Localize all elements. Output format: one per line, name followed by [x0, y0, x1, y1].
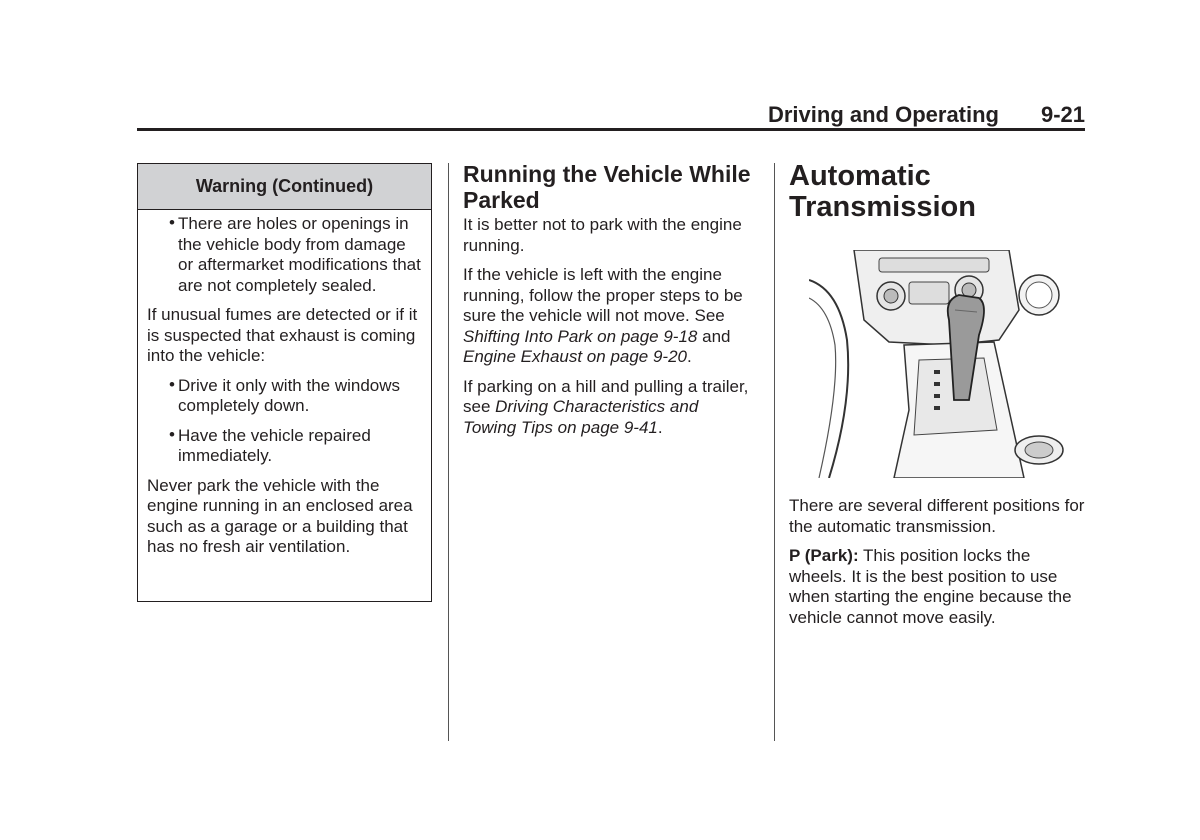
column-divider: [448, 163, 449, 741]
bullet-icon: •: [169, 424, 175, 444]
bullet-icon: •: [169, 374, 175, 394]
page-header: [137, 100, 1085, 132]
list-item: [147, 214, 423, 296]
gear-shifter-illustration: [809, 250, 1065, 478]
running-section: [463, 161, 753, 447]
section-title: Driving and Operating: [767, 102, 999, 127]
list-item: [147, 376, 423, 417]
paragraph: If unusual fumes are detected or if it is suspected that exhaust is coming into the vehicle:: [147, 305, 418, 365]
section-heading: Running the Vehicle While Parked: [463, 161, 751, 213]
header-rule: [137, 128, 1085, 131]
paragraph: If the vehicle is left with the engine running, follow the proper steps to be sure the vehicle will not move. See Shifting Into Park on page 9-18 and Engine Exhaust on page 9-20.: [463, 265, 743, 366]
cross-reference-link[interactable]: Engine Exhaust on page 9-20: [463, 347, 688, 366]
cross-reference-link[interactable]: Driving Characteristics and Towing Tips on page 9-41: [463, 397, 699, 437]
paragraph: It is better not to park with the engine running.: [463, 215, 742, 255]
cross-reference-link[interactable]: Shifting Into Park on page 9-18: [463, 326, 698, 346]
paragraph: If parking on a hill and pulling a trailer, see Driving Characteristics and Towing Tips on page 9-41.: [463, 376, 749, 437]
bullet-icon: •: [169, 213, 175, 232]
bullet-text: There are holes or openings in the vehicle body from damage or aftermarket modifications that are not completely sealed.: [178, 214, 421, 295]
section-heading: Automatic Transmission: [789, 160, 976, 223]
page-number: 9-21: [1040, 102, 1085, 127]
warning-body: [138, 210, 431, 558]
paragraph: Never park the vehicle with the engine running in an enclosed area such as a garage or a building that has no fresh air ventilation.: [147, 475, 413, 556]
paragraph: P (Park): This position locks the wheels. It is the best position to use when starting the engine because the vehicle cannot move easily.: [789, 546, 1072, 627]
park-label: P (Park):: [789, 546, 859, 565]
warning-box: [137, 163, 432, 602]
bullet-text: Have the vehicle repaired immediately.: [178, 425, 371, 465]
bullet-text: Drive it only with the windows completely down.: [178, 375, 401, 415]
column-divider: [774, 163, 775, 741]
warning-title: Warning (Continued): [138, 164, 431, 210]
transmission-section: [789, 161, 1089, 223]
transmission-text: [789, 496, 1089, 637]
paragraph: There are several different positions for the automatic transmission.: [789, 496, 1085, 536]
list-item: [147, 426, 423, 467]
